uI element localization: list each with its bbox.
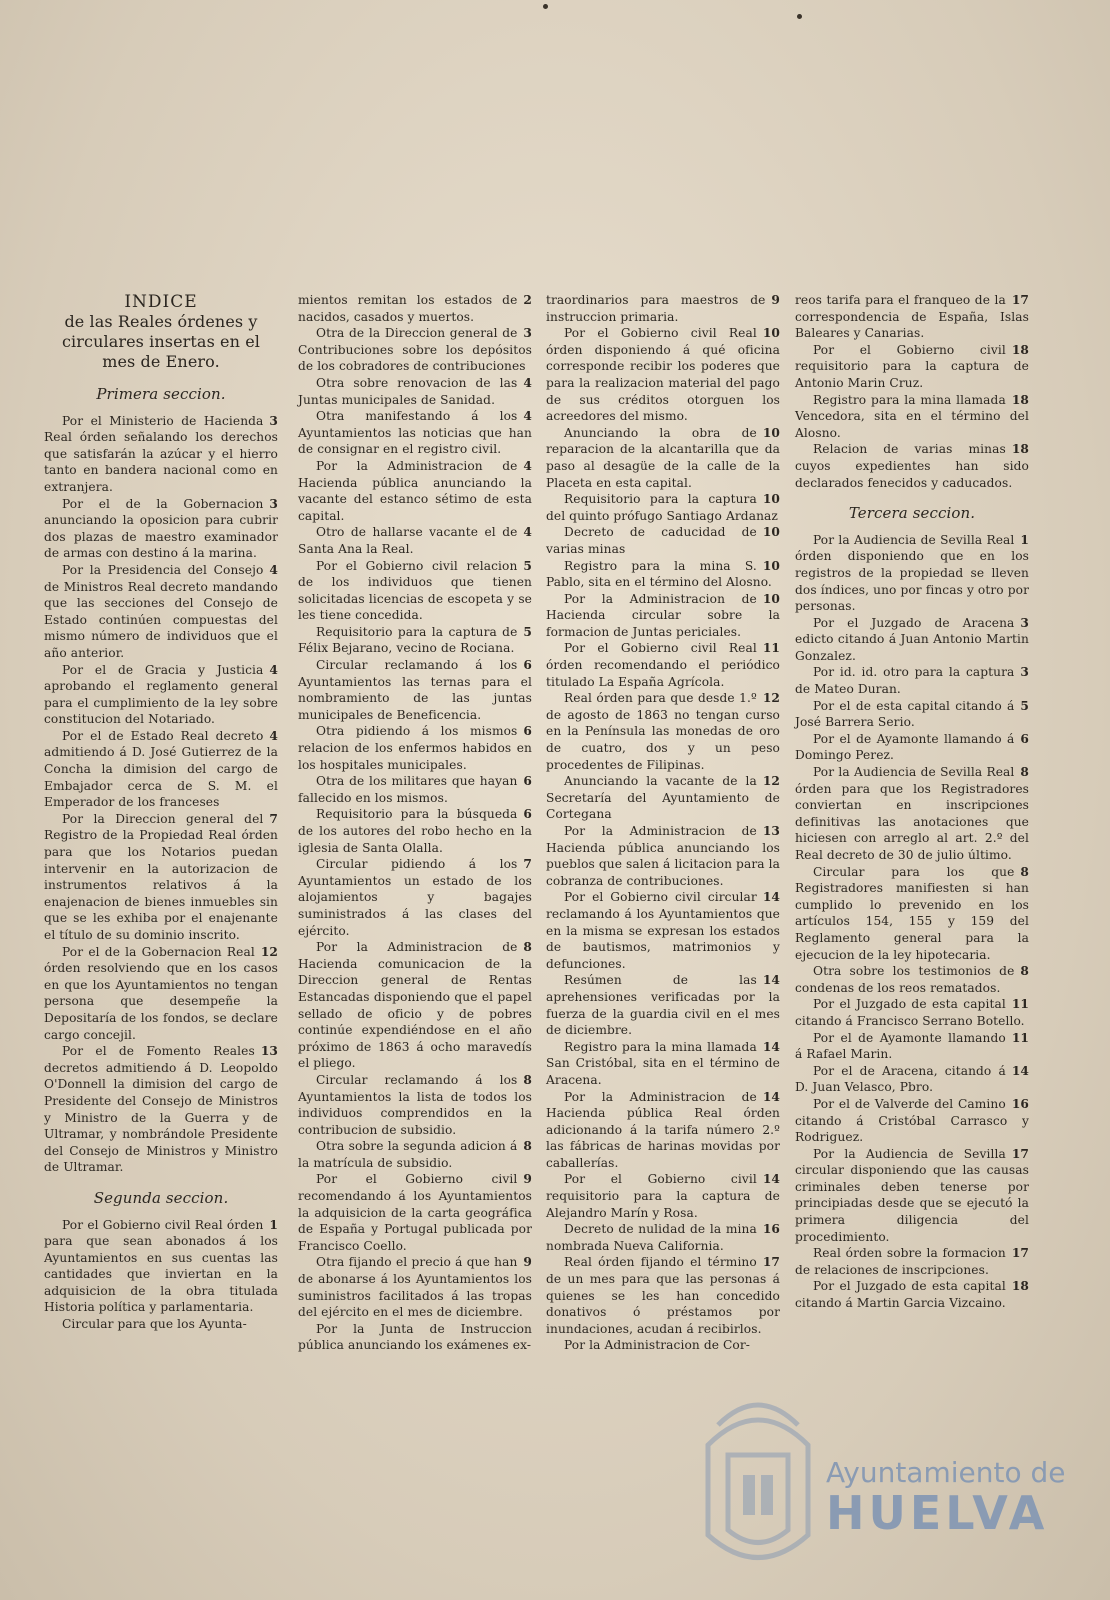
ink-speck <box>543 4 548 9</box>
page-number: 17 <box>1011 293 1029 307</box>
entry-text: Por el de Gracia y Justicia aprobando el reglamento general para el cumplimiento de la ley sobre constitucion del Notariado. <box>44 662 278 727</box>
page-number: 16 <box>1011 1096 1029 1111</box>
index-entry <box>298 1321 532 1354</box>
entry-text: Real órden para que desde 1.º de agosto de 1863 no tengan curso en la Península las monedas de oro de cuatro, dos y un peso procedentes de Filipinas. <box>546 691 780 772</box>
index-entry <box>795 664 1029 697</box>
page-number: 5 <box>1020 698 1029 713</box>
index-entry <box>298 558 532 624</box>
index-entry <box>298 375 532 408</box>
entry-text: Por el de Estado Real decreto admitiendo á D. José Gutierrez de la Concha la dimision del cargo de Embajador cerca de S. M. el Emperador de los franceses <box>44 728 278 810</box>
page-number: 11 <box>1011 997 1029 1012</box>
page-number: 12 <box>762 774 780 789</box>
index-entry <box>795 1146 1029 1246</box>
index-entry <box>546 690 780 773</box>
page-number: 8 <box>1020 765 1029 780</box>
page-number: 2 <box>523 293 532 307</box>
index-entry <box>546 773 780 823</box>
entry-text: Real órden fijando el término de un mes para que las personas á quienes se les han concedido donativos ó préstamos por inundaciones, acudan á recibirlos. <box>546 1255 780 1336</box>
entry-text: Por el Gobierno civil requisitorio para la captura de Alejandro Marín y Rosa. <box>546 1172 780 1220</box>
page-number: 3 <box>1020 665 1029 680</box>
entry-text: Por id. id. otro para la captura de Mateo Duran. <box>795 665 1015 697</box>
entry-text: Registro para la mina llamada Vencedora, sita en el término del Alosno. <box>795 392 1029 440</box>
watermark-line2: HUELVA <box>826 1486 1049 1540</box>
index-entry <box>546 640 780 690</box>
index-entry <box>546 1089 780 1172</box>
entry-text: Requisitorio para la captura del quinto prófugo Santiago Ardanaz <box>546 492 778 523</box>
entry-text: Anunciando la obra de reparacion de la alcantarilla que da paso al desagüe de la calle de la Placeta en esta capital. <box>546 425 780 490</box>
index-entry <box>44 1316 278 1333</box>
entry-text: Otra de la Direccion general de Contribuciones sobre los depósitos de los cobradores de contribuciones <box>298 326 532 374</box>
index-entry <box>795 532 1029 615</box>
index-entry <box>298 1072 532 1138</box>
page-number: 13 <box>260 1044 278 1059</box>
index-entry <box>298 325 532 375</box>
index-entry <box>44 413 278 496</box>
entry-text: Por el Gobierno civil Real órden disponiendo á qué oficina corresponde recibir los poderes que para la realizacion material del pago de sus créditos otorguen los acreedores del mismo. <box>546 326 780 424</box>
page-number: 4 <box>269 728 278 743</box>
page-number: 8 <box>1020 864 1029 879</box>
section-heading-primera: Primera seccion. <box>96 385 226 403</box>
index-entry <box>795 1063 1029 1096</box>
page-number: 4 <box>269 662 278 677</box>
index-entry <box>546 889 780 972</box>
page-number: 18 <box>1011 442 1029 457</box>
index-entry <box>298 292 532 325</box>
index-entry <box>795 698 1029 731</box>
index-entry <box>795 615 1029 665</box>
page-number: 3 <box>269 496 278 511</box>
index-entry <box>795 1030 1029 1063</box>
page-number: 16 <box>762 1222 780 1237</box>
entry-text: Por el Juzgado de esta capital citando á Martin Garcia Vizcaino. <box>795 1279 1006 1311</box>
index-entry <box>546 491 780 524</box>
entry-text: Anunciando la vacante de la Secretaría del Ayuntamiento de Cortegana <box>546 774 780 822</box>
entry-text: Por el Gobierno civil Real órden para que sean abonados á los Ayuntamientos en sus cuentas las cantidades que inviertan en la adquisicion de la obra titulada Historia política y parlamentaria. <box>44 1217 278 1315</box>
index-entry <box>44 662 278 728</box>
entry-text: Por el de la Gobernacion Real órden resolviendo que en los casos en que los Ayuntamientos no tengan persona que desempeñe la Depositaría de los fondos, se declare cargo concejil. <box>44 944 278 1042</box>
index-entry <box>298 723 532 773</box>
index-entry <box>44 1043 278 1176</box>
index-heading <box>44 292 278 372</box>
entry-text: Por el Gobierno civil relacion de los individuos que tienen solicitadas licencias de escopeta y se les tiene concedida. <box>298 558 532 623</box>
entry-text: Circular pidiendo á los Ayuntamientos un estado de los alojamientos y bagajes suministrados á las clases del ejército. <box>298 857 532 938</box>
page-number: 1 <box>269 1217 278 1232</box>
page-number: 9 <box>523 1172 532 1187</box>
entry-text: Por el de la Gobernacion anunciando la oposicion para cubrir dos plazas de maestro examinador de armas con destino á la marina. <box>44 496 278 561</box>
page-number: 10 <box>762 492 780 507</box>
index-entry <box>795 392 1029 442</box>
index-entry <box>298 524 532 557</box>
index-entry <box>44 496 278 562</box>
entry-text: Por la Audiencia de Sevilla Real órden para que los Registradores conviertan en inscripciones definitivas las anotaciones que hiciesen con arreglo al art. 2.º del Real decreto de 30 de julio último. <box>795 765 1029 862</box>
entry-text: Por el Gobierno civil circular reclamando á los Ayuntamientos que en la misma se expresan los estados de bautismos, matrimonios y defunciones. <box>546 890 780 971</box>
page-number: 6 <box>523 774 532 789</box>
section-heading-tercera: Tercera seccion. <box>848 504 976 523</box>
entry-list-segunda-cont <box>298 292 532 1354</box>
entry-text: Otro de hallarse vacante el de Santa Ana la Real. <box>298 525 518 556</box>
page-number: 18 <box>1011 342 1029 357</box>
entry-text: Por la Junta de Instruccion pública anunciando los exámenes ex- <box>298 1321 532 1353</box>
entry-text: Otra sobre los testimonios de condenas de los reos rematados. <box>795 964 1015 995</box>
page-number: 14 <box>762 1172 780 1187</box>
entry-text: Circular para que los Ayunta- <box>62 1317 247 1332</box>
index-entry <box>298 624 532 657</box>
index-entry <box>546 558 780 591</box>
index-entry <box>795 996 1029 1029</box>
index-entry <box>44 811 278 944</box>
entry-text: Por el de Ayamonte llamando á Domingo Perez. <box>795 731 1015 763</box>
index-entry <box>298 458 532 524</box>
index-entry <box>298 1171 532 1254</box>
column-2 <box>298 292 532 1354</box>
entry-text: Por el Gobierno civil recomendando á los Ayuntamientos la adquisicion de la carta geográfica de España y Portugal publicada por Francisco Coello. <box>298 1172 532 1253</box>
entry-text: traordinarios para maestros de instruccion primaria. <box>546 293 766 324</box>
page-number: 17 <box>1011 1146 1029 1161</box>
entry-list-tercera <box>795 532 1029 1312</box>
index-entry <box>795 1278 1029 1311</box>
index-entry <box>546 325 780 425</box>
page-number: 18 <box>1011 392 1029 407</box>
index-entry <box>44 1217 278 1317</box>
entry-text: Decreto de caducidad de varias minas <box>546 525 757 556</box>
page-number: 7 <box>523 857 532 872</box>
page-number: 17 <box>762 1255 780 1270</box>
page-number: 4 <box>269 562 278 577</box>
page-number: 4 <box>523 409 532 424</box>
entry-text: Otra sobre renovacion de las Juntas municipales de Sanidad. <box>298 375 518 407</box>
entry-text: Circular reclamando á los Ayuntamientos las ternas para el nombramiento de las juntas municipales de Beneficencia. <box>298 658 532 722</box>
index-entry <box>795 864 1029 964</box>
page-number: 10 <box>762 425 780 440</box>
index-entry <box>795 963 1029 996</box>
index-entry <box>546 823 780 889</box>
entry-text: Por la Administracion de Hacienda circular sobre la formacion de Juntas periciales. <box>546 591 780 639</box>
entry-text: Otra manifestando á los Ayuntamientos las noticias que han de consignar en el registro civil. <box>298 409 532 457</box>
page-number: 11 <box>1011 1030 1029 1045</box>
index-entry <box>795 292 1029 342</box>
index-entry <box>546 425 780 491</box>
index-entry <box>44 562 278 662</box>
entry-text: Por el de esta capital citando á José Barrera Serio. <box>795 698 1015 730</box>
index-entry <box>795 1096 1029 1146</box>
page-number: 6 <box>1020 731 1029 746</box>
entry-list-segunda-end <box>795 292 1029 491</box>
index-entry <box>298 657 532 723</box>
index-entry <box>795 764 1029 864</box>
entry-text: Otra sobre la segunda adicion á la matrícula de subsidio. <box>298 1139 518 1170</box>
page-number: 9 <box>771 293 780 307</box>
entry-text: Circular reclamando á los Ayuntamientos la lista de todos los individuos comprendidos en la contribucion de subsidio. <box>298 1072 532 1137</box>
entry-text: Registro para la mina S. Pablo, sita en el término del Alosno. <box>546 558 772 590</box>
page-number: 8 <box>523 1072 532 1087</box>
entry-text: Por el de Valverde del Camino citando á Cristóbal Carrasco y Rodriguez. <box>795 1096 1029 1145</box>
page-number: 14 <box>762 890 780 905</box>
column-1 <box>44 292 278 1333</box>
index-entry <box>546 972 780 1038</box>
entry-text: Otra pidiendo á los mismos relacion de los enfermos habidos en los hospitales municipales. <box>298 724 532 772</box>
page-number: 14 <box>762 1039 780 1054</box>
index-entry <box>795 1245 1029 1278</box>
entry-text: Por el Ministerio de Hacienda Real órden señalando los derechos que satisfarán la azúcar y el hierro tanto en bandera nacional como en extranjera. <box>44 413 278 494</box>
entry-text: Relacion de varias minas cuyos expedientes han sido declarados fenecidos y caducados. <box>795 442 1029 490</box>
entry-text: Por la Administracion de Hacienda pública anunciando los pueblos que salen á licitacion para la cobranza de contribuciones. <box>546 824 780 888</box>
page-number: 10 <box>762 525 780 540</box>
section-heading-segunda: Segunda seccion. <box>93 1188 229 1207</box>
entry-text: Por la Administracion de Hacienda comunicacion de la Direccion general de Rentas Estancadas disponiendo que el papel sellado de oficio y de pobres continúe expendiéndose en el año próximo de 1863 á ocho maravedís el pliego. <box>298 940 532 1071</box>
entry-list-segunda <box>44 1217 278 1333</box>
entry-text: Resúmen de las aprehensiones verificadas por la fuerza de la guardia civil en el mes de diciembre. <box>546 973 780 1038</box>
entry-text: Por la Direccion general del Registro de la Propiedad Real órden para que los Notarios puedan intervenir en la autorizacion de instrumentos relativos á la enajenacion de bienes inmuebles sin que se les exhiba por el enajenante el título de su dominio inscrito. <box>44 811 278 942</box>
index-entry <box>546 524 780 557</box>
page-number: 14 <box>762 1089 780 1104</box>
entry-text: Por el Gobierno civil Real órden recomendando el periódico titulado La España Agrícola. <box>546 641 780 689</box>
page-number: 18 <box>1011 1279 1029 1294</box>
page-number: 4 <box>523 375 532 390</box>
index-entry <box>298 806 532 856</box>
column-4 <box>795 292 1029 1312</box>
index-title: INDICE <box>124 292 198 312</box>
index-entry <box>298 408 532 458</box>
page-number: 14 <box>1011 1063 1029 1078</box>
page-number: 4 <box>523 458 532 473</box>
entry-text: Por la Administracion de Hacienda pública Real órden adicionando á la tarifa número 2.º las fábricas de harinas movidas por caballerías. <box>546 1089 780 1170</box>
index-entry <box>795 342 1029 392</box>
index-entry <box>44 944 278 1044</box>
index-entry <box>546 1039 780 1089</box>
page-number: 9 <box>523 1255 532 1270</box>
ink-speck <box>797 14 802 19</box>
entry-text: Por la Administracion de Cor- <box>564 1338 751 1353</box>
page-number: 10 <box>762 591 780 606</box>
page-number: 6 <box>523 724 532 739</box>
page-number: 10 <box>762 326 780 341</box>
index-entry <box>795 441 1029 491</box>
entry-text: Por la Administracion de Hacienda pública anunciando la vacante del estanco sétimo de esta capital. <box>298 458 532 523</box>
page-number: 17 <box>1011 1246 1029 1261</box>
entry-list-primera <box>44 413 278 1176</box>
index-entry <box>546 1254 780 1337</box>
index-entry <box>298 939 532 1072</box>
entry-text: Por el Juzgado de esta capital citando á Francisco Serrano Botello. <box>795 997 1025 1028</box>
entry-text: Requisitorio para la búsqueda de los autores del robo hecho en la iglesia de Santa Olalla. <box>298 807 532 855</box>
index-entry <box>298 773 532 806</box>
entry-text: Otra de los militares que hayan fallecido en los mismos. <box>298 774 518 805</box>
index-entry <box>44 728 278 811</box>
page-number: 6 <box>523 658 532 673</box>
entry-text: Circular para los que Registradores manifiesten si han cumplido lo prevenido en los artículos 154, 155 y 159 del Reglamento general para la ejecucion de la ley hipotecaria. <box>795 864 1029 962</box>
page-number: 13 <box>762 824 780 838</box>
entry-text: Por el Juzgado de Aracena edicto citando á Juan Antonio Martin Gonzalez. <box>795 615 1029 663</box>
index-entry <box>546 591 780 641</box>
entry-text: Por la Audiencia de Sevilla Real órden disponiendo que en los registros de la propiedad se lleven dos índices, uno por fincas y otro por personas. <box>795 532 1029 614</box>
index-entry <box>298 856 532 939</box>
index-entry <box>298 1138 532 1171</box>
entry-text: Real órden sobre la formacion de relaciones de inscripciones. <box>795 1246 1006 1277</box>
watermark-line1: Ayuntamiento de <box>826 1456 1066 1489</box>
entry-text: Por el de Ayamonte llamando á Rafael Marin. <box>795 1030 1006 1062</box>
page-number: 8 <box>523 1139 532 1154</box>
index-entry <box>546 1171 780 1221</box>
page-number: 6 <box>523 807 532 822</box>
page-number: 10 <box>762 558 780 573</box>
page-number: 1 <box>1020 532 1029 547</box>
index-entry <box>546 1221 780 1254</box>
page-number: 12 <box>762 691 780 706</box>
entry-list-segunda-cont2 <box>546 292 780 1354</box>
entry-text: Por la Presidencia del Consejo de Ministros Real decreto mandando que las secciones del Consejo de Estado continúen compuestas del mismo número de individuos que el año anterior. <box>44 562 278 660</box>
entry-text: Por el Gobierno civil requisitorio para la captura de Antonio Marin Cruz. <box>795 342 1029 390</box>
entry-text: Decreto de nulidad de la mina nombrada Nueva California. <box>546 1222 757 1253</box>
page-number: 8 <box>1020 964 1029 979</box>
page-number: 5 <box>523 558 532 573</box>
entry-text: Por la Audiencia de Sevilla circular disponiendo que las causas criminales deben tenerse por principiadas desde que se ejecutó la primera diligencia del procedimiento. <box>795 1146 1029 1244</box>
watermark-text <box>826 1458 1066 1538</box>
page-number: 4 <box>523 525 532 540</box>
index-entry <box>795 731 1029 764</box>
index-entry <box>298 1254 532 1320</box>
entry-text: Otra fijando el precio á que han de abonarse á los Ayuntamientos los suministros facilitados á las tropas del ejército en el mes de diciembre. <box>298 1255 532 1320</box>
page-number: 5 <box>523 624 532 639</box>
page-number: 3 <box>269 413 278 428</box>
entry-text: Registro para la mina llamada San Cristóbal, sita en el término de Aracena. <box>546 1039 780 1087</box>
entry-text: Por el de Aracena, citando á D. Juan Velasco, Pbro. <box>795 1063 1006 1095</box>
entry-text: Requisitorio para la captura de Félix Bejarano, vecino de Rociana. <box>298 624 518 656</box>
page-number: 3 <box>523 326 532 341</box>
entry-text: reos tarifa para el franqueo de la correspondencia de España, Islas Baleares y Canarias. <box>795 293 1029 341</box>
page-number: 3 <box>1020 615 1029 630</box>
column-3 <box>546 292 780 1354</box>
page-number: 11 <box>762 641 780 656</box>
page-number: 8 <box>523 940 532 955</box>
entry-text: mientos remitan los estados de nacidos, casados y muertos. <box>298 293 518 324</box>
page-number: 7 <box>269 811 278 826</box>
page-number: 12 <box>260 944 278 959</box>
page-number: 14 <box>762 973 780 988</box>
index-entry <box>546 292 780 325</box>
index-subtitle: de las Reales órdenes y circulares insertas en el mes de Enero. <box>61 312 261 371</box>
index-entry <box>546 1337 780 1354</box>
entry-text: Por el de Fomento Reales decretos admitiendo á D. Leopoldo O'Donnell la dimision del cargo de Presidente del Consejo de Ministros y Ministro de la Guerra y de Ultramar, y nombrándole Presidente del Consejo de Ministros y Ministro de Ultramar. <box>44 1044 278 1175</box>
